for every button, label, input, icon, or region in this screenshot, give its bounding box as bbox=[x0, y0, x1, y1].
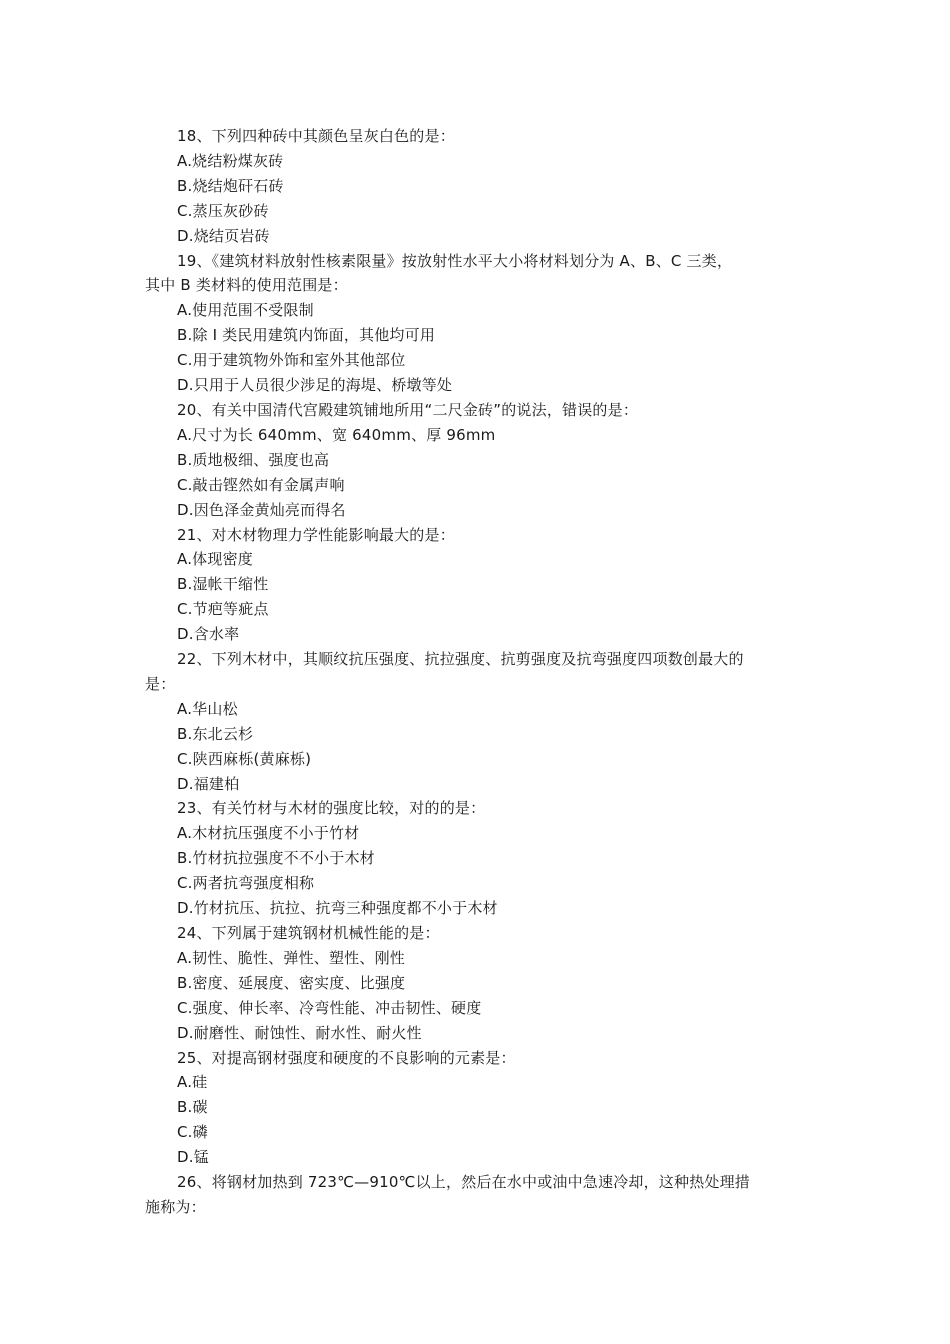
answer-option: A.尺寸为长 640mm、宽 640mm、厚 96mm bbox=[177, 425, 496, 444]
answer-option: A.体现密度 bbox=[177, 550, 253, 569]
answer-option: C.磷 bbox=[177, 1123, 208, 1142]
question-stem-continuation: 是： bbox=[145, 674, 176, 693]
question-stem: 25、对提高钢材强度和硬度的不良影响的元素是： bbox=[177, 1048, 516, 1067]
answer-option: A.华山松 bbox=[177, 699, 238, 718]
answer-option: B.竹材抗拉强度不不小于木材 bbox=[177, 849, 375, 868]
answer-option: C.用于建筑物外饰和室外其他部位 bbox=[177, 351, 406, 370]
answer-option: B.湿帐干缩性 bbox=[177, 575, 269, 594]
answer-option: B.碳 bbox=[177, 1098, 208, 1117]
answer-option: D.烧结页岩砖 bbox=[177, 226, 270, 245]
answer-option: D.只用于人员很少涉足的海堤、桥墩等处 bbox=[177, 376, 453, 395]
answer-option: D.锰 bbox=[177, 1148, 209, 1167]
answer-option: A.使用范围不受限制 bbox=[177, 301, 314, 320]
answer-option: C.强度、伸长率、冷弯性能、冲击韧性、硬度 bbox=[177, 998, 482, 1017]
question-stem: 26、将钢材加热到 723℃—910℃以上，然后在水中或油中急速冷却，这种热处理措 bbox=[177, 1173, 751, 1192]
question-stem: 19、《建筑材料放射性核素限量》按放射性水平大小将材料划分为 A、B、C 三类， bbox=[177, 251, 733, 270]
question-stem: 24、下列属于建筑钢材机械性能的是： bbox=[177, 924, 440, 942]
answer-option: B.东北云杉 bbox=[177, 724, 254, 743]
answer-option: D.福建柏 bbox=[177, 774, 240, 793]
answer-option: C.敲击铿然如有金属声响 bbox=[177, 475, 345, 494]
question-stem: 18、下列四种砖中其颜色呈灰白色的是： bbox=[177, 127, 455, 145]
question-stem: 23、有关竹材与木材的强度比较，对的的是： bbox=[177, 799, 486, 818]
answer-option: D.耐磨性、耐蚀性、耐水性、耐火性 bbox=[177, 1023, 422, 1042]
answer-option: A.烧结粉煤灰砖 bbox=[177, 151, 284, 170]
answer-option: A.硅 bbox=[177, 1073, 208, 1092]
answer-option: D.竹材抗压、抗拉、抗弯三种强度都不小于木材 bbox=[177, 899, 498, 918]
answer-option: A.韧性、脆性、弹性、塑性、刚性 bbox=[177, 948, 405, 967]
answer-option: C.蒸压灰砂砖 bbox=[177, 201, 269, 220]
question-stem: 22、下列木材中，其顺纹抗压强度、抗拉强度、抗剪强度及抗弯强度四项数创最大的 bbox=[177, 650, 744, 669]
question-stem: 21、对木材物理力学性能影响最大的是： bbox=[177, 525, 455, 544]
answer-option: D.因色泽金黄灿亮而得名 bbox=[177, 500, 346, 519]
answer-option: C.两者抗弯强度相称 bbox=[177, 874, 315, 893]
answer-option: B.烧结炮矸石砖 bbox=[177, 176, 284, 195]
question-stem-continuation: 施称为： bbox=[145, 1197, 206, 1216]
question-stem: 20、有关中国清代宫殿建筑铺地所用“二尺金砖”的说法，错误的是： bbox=[177, 400, 639, 419]
answer-option: B.密度、延展度、密实度、比强度 bbox=[177, 973, 406, 992]
question-stem-continuation: 其中 B 类材料的使用范围是： bbox=[145, 276, 348, 295]
answer-option: C.陕西麻栎(黄麻栎) bbox=[177, 749, 312, 768]
answer-option: D.含水率 bbox=[177, 625, 240, 644]
answer-option: A.木材抗压强度不小于竹材 bbox=[177, 824, 360, 843]
question-list bbox=[145, 124, 810, 1220]
answer-option: B.质地极细、强度也高 bbox=[177, 450, 330, 469]
answer-option: C.节疤等疵点 bbox=[177, 600, 269, 619]
answer-option: B.除 I 类民用建筑内饰面，其他均可用 bbox=[177, 326, 436, 345]
